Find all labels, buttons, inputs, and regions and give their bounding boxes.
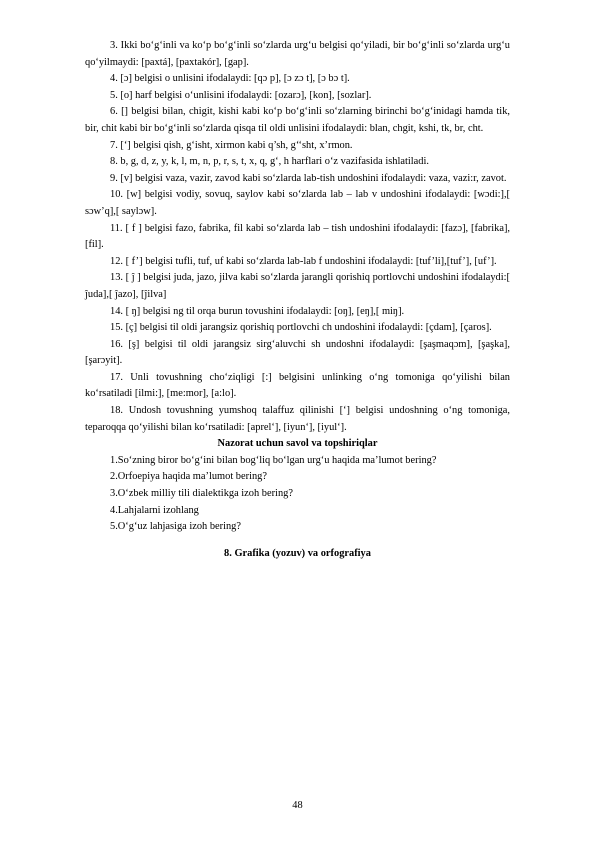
paragraph-rule-14: 14. [ ŋ] belgisi ng til orqa burun tovushini ifodalaydi: [oŋ], [eŋ],[ miŋ]. (110, 305, 405, 317)
page-number: 48 (292, 800, 303, 811)
paragraph-rule-16: 16. [ş] belgisi til oldi jarangsiz sirg‘aluvchi sh undoshni ifodalaydi: [şaşmaqɔm], [şaşka], [şarɔyit]. (85, 338, 510, 367)
paragraph-rule-10: 10. [w] belgisi vodiy, sovuq, saylov kabi so‘zlarda lab – lab v undoshini ifodalaydi: [wɔdi:],[ sɔw’q],[ saylɔw]. (85, 189, 510, 217)
paragraph-rule-5: 5. [o] harf belgisi o‘unlisini ifodalaydi: [ozarɔ], [kon], [sozlar]. (110, 89, 372, 101)
page-content (85, 38, 510, 562)
question-4: 4.Lahjalarni izohlang (110, 504, 199, 516)
paragraph-rule-7: 7. [‘] belgisi qish, g‘isht, xirmon kabi q’sh, g‘‘sht, x’rmon. (110, 139, 353, 151)
paragraph-rule-17: 17. Unli tovushning cho‘ziqligi [:] belgisini unlinking o‘ng tomoniga qo‘yilishi bilan ko‘rsatiladi [ilmi:], [me:mor], [a:lo]. (85, 371, 510, 400)
paragraph-rule-18: 18. Undosh tovushning yumshoq talaffuz qilinishi [‘] belgisi undoshning o‘ng tomoniga, teparoqqa qo‘yilishi bilan ko‘rsatiladi: [aprel‘], [iyun‘], [iyul‘]. (85, 405, 510, 433)
paragraph-rule-8: 8. b, g, d, z, y, k, l, m, n, p, r, s, t, x, q, g‘, h harflari o‘z vazifasida ishlatiladi. (110, 156, 429, 168)
paragraph-rule-15: 15. [ç] belgisi til oldi jarangsiz qorishiq portlovchi ch undoshini ifodalaydi: [çdam], [çaros]. (110, 322, 492, 334)
question-5: 5.O‘g‘uz lahjasiga izoh bering? (110, 521, 241, 533)
paragraph-rule-13: 13. [ ĵ ] belgisi juda, jazo, jilva kabi so‘zlarda jarangli qorishiq portlovchi undoshini ifodalaydi:[ ĵuda],[ ĵazo], [ĵilva] (85, 272, 510, 300)
paragraph-rule-12: 12. [ f’] belgisi tufli, tuf, uf kabi so‘zlarda lab-lab f undoshini ifodalaydi: [tuf’li],[tuf’], [uf’]. (110, 255, 497, 267)
paragraph-rule-6: 6. [] belgisi bilan, chigit, kishi kabi ko‘p bo‘g‘inli so‘zlarning birinchi bo‘g‘inidagi hamda tik, bir, chit kabi bir bo‘g‘inli so‘zlarda qisqa til oldi unlisini ifodalaydi: blan, chgit, kshi, tk, br, cht. (85, 106, 510, 134)
paragraph-rule-3: 3. Ikki bo‘g‘inli va ko‘p bo‘g‘inli so‘zlarda urg‘u belgisi qo‘yiladi, bir bo‘g‘inli so‘zlarda urg‘u qo‘yilmaydi: [paxtá], [paxtakór], [gap]. (85, 40, 510, 68)
question-1: 1.So‘zning biror bo‘g‘ini bilan bog‘liq bo‘lgan urg‘u haqida ma’lumot bering? (110, 454, 437, 466)
paragraph-rule-9: 9. [v] belgisi vaza, vazir, zavod kabi so‘zlarda lab-tish undoshini ifodalaydi: vaza, vazi:r, zavot. (110, 172, 507, 184)
paragraph-rule-11: 11. [ f ] belgisi fazo, fabrika, fil kabi so‘zlarda lab – tish undoshini ifodalaydi: [fazɔ], [fabrika], [fil]. (85, 222, 510, 251)
section-heading: Nazorat uchun savol va topshiriqlar (217, 438, 378, 450)
question-2: 2.Orfoepiya haqida ma’lumot bering? (110, 471, 267, 483)
question-3: 3.O‘zbek milliy tili dialektikga izoh bering? (110, 488, 293, 500)
paragraph-rule-4: 4. [ɔ] belgisi o unlisini ifodalaydi: [qɔ p], [ɔ zɔ t], [ɔ bɔ t]. (110, 73, 350, 85)
chapter-heading: 8. Grafika (yozuv) va orfografiya (224, 547, 371, 559)
